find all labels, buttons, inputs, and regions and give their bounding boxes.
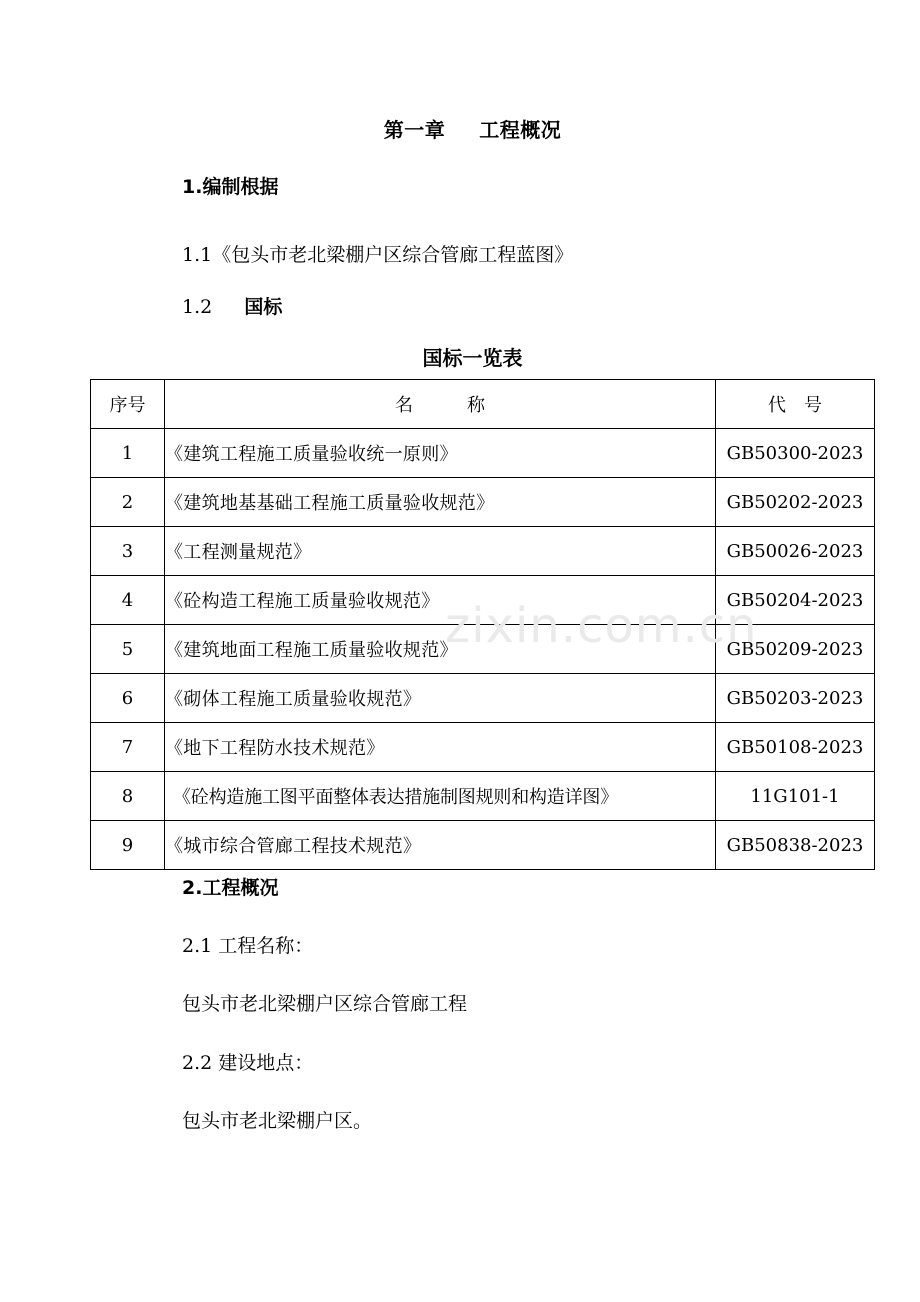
basis-item-number: 1.2 — [182, 296, 213, 318]
row-number: 3 — [91, 527, 165, 576]
section-heading-basis: 1.编制根据 — [182, 176, 279, 198]
table-row — [91, 723, 875, 772]
row-number: 5 — [91, 625, 165, 674]
chapter-name: 工程概况 — [479, 118, 562, 142]
table-row — [91, 527, 875, 576]
row-standard-name: 《建筑地面工程施工质量验收规范》 — [165, 625, 716, 674]
row-number: 2 — [91, 478, 165, 527]
table-row — [91, 674, 875, 723]
row-standard-name: 《工程测量规范》 — [165, 527, 716, 576]
row-standard-code: GB50204-2023 — [716, 576, 875, 625]
basis-item-blueprint: 1.1《包头市老北梁棚户区综合管廊工程蓝图》 — [182, 244, 574, 266]
row-standard-code: 11G101-1 — [716, 772, 875, 821]
row-standard-name: 《砼构造施工图平面整体表达措施制图规则和构造详图》 — [165, 772, 716, 821]
row-number: 8 — [91, 772, 165, 821]
header-serial-number: 序号 — [91, 380, 165, 429]
table-row — [91, 429, 875, 478]
project-name-label: 2.1 工程名称： — [182, 935, 314, 957]
row-number: 6 — [91, 674, 165, 723]
row-standard-name: 《地下工程防水技术规范》 — [165, 723, 716, 772]
table-title: 国标一览表 — [422, 346, 523, 370]
row-standard-code: GB50838-2023 — [716, 821, 875, 870]
chapter-number: 第一章 — [383, 118, 446, 142]
standards-table — [90, 379, 875, 870]
row-standard-name: 《建筑地基基础工程施工质量验收规范》 — [165, 478, 716, 527]
table-header-row — [91, 380, 875, 429]
row-standard-name: 《砌体工程施工质量验收规范》 — [165, 674, 716, 723]
row-number: 9 — [91, 821, 165, 870]
basis-item-label: 国标 — [244, 296, 283, 318]
row-standard-name: 《建筑工程施工质量验收统一原则》 — [165, 429, 716, 478]
project-location-value: 包头市老北梁棚户区。 — [182, 1110, 373, 1132]
row-standard-code: GB50108-2023 — [716, 723, 875, 772]
row-standard-code: GB50202-2023 — [716, 478, 875, 527]
project-location-label: 2.2 建设地点： — [182, 1052, 314, 1074]
project-name-value: 包头市老北梁棚户区综合管廊工程 — [182, 993, 468, 1015]
table-row — [91, 576, 875, 625]
row-standard-code: GB50300-2023 — [716, 429, 875, 478]
header-code: 代 号 — [716, 380, 875, 429]
row-standard-code: GB50203-2023 — [716, 674, 875, 723]
basis-item-standards — [182, 292, 282, 319]
watermark: zixin.com.cn — [445, 598, 758, 654]
table-row — [91, 821, 875, 870]
row-number: 1 — [91, 429, 165, 478]
table-row — [91, 625, 875, 674]
row-standard-code: GB50026-2023 — [716, 527, 875, 576]
chapter-title — [0, 114, 920, 143]
row-standard-code: GB50209-2023 — [716, 625, 875, 674]
row-number: 7 — [91, 723, 165, 772]
row-standard-name: 《城市综合管廊工程技术规范》 — [165, 821, 716, 870]
table-row — [91, 772, 875, 821]
table-row — [91, 478, 875, 527]
header-name: 名 称 — [165, 380, 716, 429]
section-heading-overview: 2.工程概况 — [182, 877, 279, 899]
row-number: 4 — [91, 576, 165, 625]
row-standard-name: 《砼构造工程施工质量验收规范》 — [165, 576, 716, 625]
